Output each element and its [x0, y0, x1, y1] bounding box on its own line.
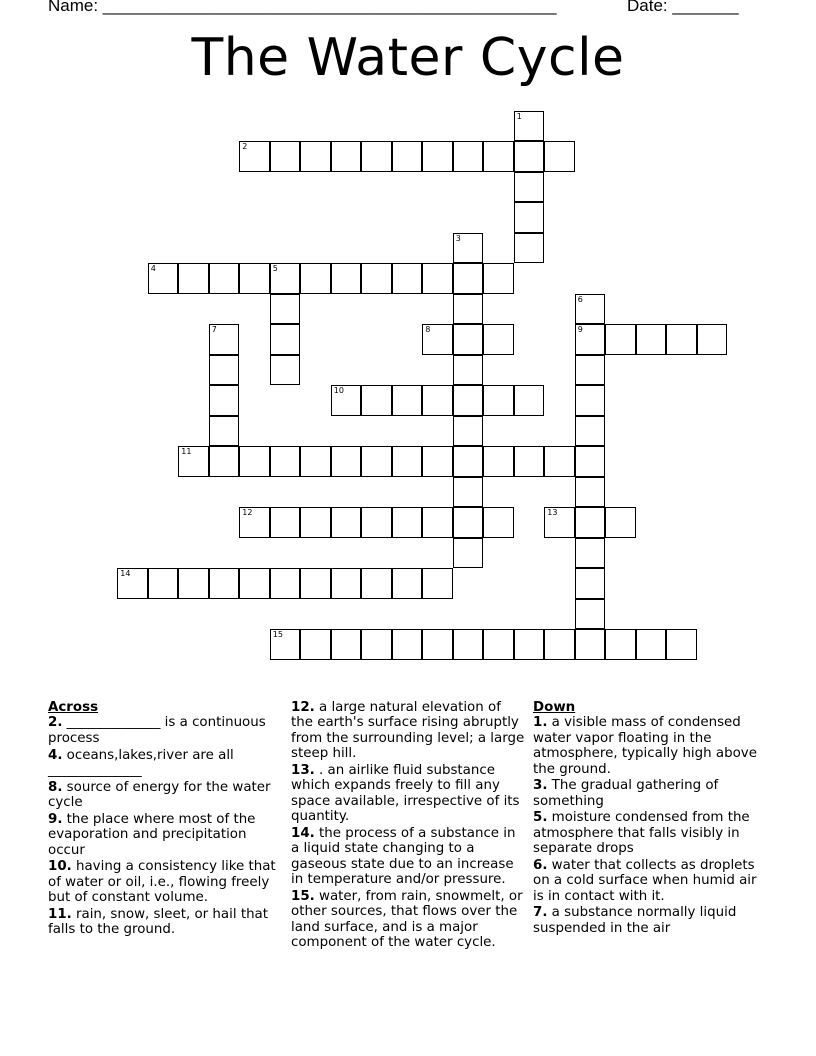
grid-cell[interactable] — [575, 294, 606, 325]
grid-cell[interactable] — [239, 141, 270, 172]
clues-column-1 — [48, 700, 280, 939]
grid-cell[interactable] — [514, 202, 545, 233]
grid-cell[interactable] — [453, 233, 484, 264]
grid-cell[interactable] — [270, 355, 301, 386]
clue-text: the place where most of the evaporation and precipitation occur — [48, 811, 256, 858]
grid-cell[interactable] — [422, 324, 453, 355]
grid-cell[interactable] — [544, 629, 575, 660]
clue-number: 2. — [48, 715, 63, 731]
grid-cell[interactable] — [544, 141, 575, 172]
grid-cell[interactable] — [392, 385, 423, 416]
grid-cell[interactable] — [483, 629, 514, 660]
clue-number: 3 — [455, 233, 461, 243]
grid-cell[interactable] — [575, 385, 606, 416]
grid-cell[interactable] — [270, 294, 301, 325]
grid-cell[interactable] — [453, 355, 484, 386]
clue-item — [291, 826, 526, 888]
grid-cell[interactable] — [361, 385, 392, 416]
grid-cell[interactable] — [575, 477, 606, 508]
grid-cell[interactable] — [453, 294, 484, 325]
grid-cell[interactable] — [575, 629, 606, 660]
grid-cell[interactable] — [331, 385, 362, 416]
grid-cell[interactable] — [270, 629, 301, 660]
grid-cell[interactable] — [453, 507, 484, 538]
clue-number: 8. — [48, 779, 63, 795]
grid-cell[interactable] — [178, 446, 209, 477]
clue-item — [533, 715, 769, 777]
across-heading: Across — [48, 700, 99, 715]
grid-cell[interactable] — [453, 141, 484, 172]
grid-cell[interactable] — [697, 324, 728, 355]
grid-cell[interactable] — [453, 538, 484, 569]
clue-number: 5 — [272, 264, 278, 274]
clue-number: 1. — [533, 715, 548, 731]
grid-cell[interactable] — [209, 263, 240, 294]
grid-cell[interactable] — [209, 416, 240, 447]
grid-cell[interactable] — [300, 629, 331, 660]
clue-number: 15 — [272, 630, 283, 640]
grid-cell[interactable] — [514, 629, 545, 660]
clue-number: 12. — [291, 700, 315, 715]
grid-cell[interactable] — [178, 568, 209, 599]
date-field-label[interactable]: Date: _______ — [627, 0, 739, 15]
grid-cell[interactable] — [331, 629, 362, 660]
grid-cell[interactable] — [483, 141, 514, 172]
clue-item — [291, 700, 526, 762]
grid-cell[interactable] — [636, 324, 667, 355]
grid-cell[interactable] — [422, 568, 453, 599]
grid-cell[interactable] — [514, 385, 545, 416]
grid-cell[interactable] — [270, 446, 301, 477]
across-clue-list-continued — [291, 700, 526, 950]
grid-cell[interactable] — [422, 629, 453, 660]
clue-text: the process of a substance in a liquid state changing to a gaseous state due to an increase in temperature and/or pressure. — [291, 825, 516, 888]
clue-number: 7. — [533, 905, 548, 921]
grid-cell[interactable] — [331, 141, 362, 172]
grid-cell[interactable] — [605, 629, 636, 660]
clue-text: moisture condensed from the atmosphere that falls visibly in separate drops — [533, 810, 750, 857]
grid-cell[interactable] — [331, 446, 362, 477]
clue-item — [48, 715, 280, 746]
clue-item — [533, 858, 769, 904]
clue-item — [533, 778, 769, 809]
grid-cell[interactable] — [544, 507, 575, 538]
clue-text: source of energy for the water cycle — [48, 779, 271, 811]
grid-cell[interactable] — [209, 568, 240, 599]
clue-text: a visible mass of condensed water vapor floating in the atmosphere, typically high above the ground. — [533, 715, 757, 777]
clue-number: 2 — [242, 142, 248, 152]
grid-cell[interactable] — [209, 446, 240, 477]
clue-text: a substance normally liquid suspended in the air — [533, 905, 737, 936]
clue-number: 9. — [48, 811, 63, 827]
grid-cell[interactable] — [392, 629, 423, 660]
grid-cell[interactable] — [300, 446, 331, 477]
grid-cell[interactable] — [575, 324, 606, 355]
grid-cell[interactable] — [270, 263, 301, 294]
clue-number: 12 — [242, 508, 253, 518]
clue-text: . an airlike fluid substance which expands freely to fill any space available, irrespective of its quantity. — [291, 762, 520, 825]
grid-cell[interactable] — [300, 263, 331, 294]
clue-number: 10. — [48, 859, 72, 875]
grid-cell[interactable] — [361, 446, 392, 477]
grid-cell[interactable] — [453, 263, 484, 294]
clue-text: a large natural elevation of the earth's surface rising abruptly from the surrounding level; a large steep hill. — [291, 700, 525, 762]
clue-number: 9 — [577, 325, 583, 335]
clue-text: ______________ is a continuous process — [48, 715, 266, 746]
grid-cell[interactable] — [361, 263, 392, 294]
grid-cell[interactable] — [422, 446, 453, 477]
grid-cell[interactable] — [636, 629, 667, 660]
clues-column-3 — [533, 700, 769, 938]
grid-cell[interactable] — [239, 263, 270, 294]
grid-cell[interactable] — [239, 446, 270, 477]
clue-number: 14 — [120, 569, 131, 579]
clue-text: water that collects as droplets on a cold surface when humid air is in contact with it. — [533, 857, 757, 904]
grid-cell[interactable] — [575, 538, 606, 569]
grid-cell[interactable] — [178, 263, 209, 294]
grid-cell[interactable] — [575, 568, 606, 599]
grid-cell[interactable] — [514, 233, 545, 264]
grid-cell[interactable] — [148, 568, 179, 599]
clue-item — [48, 748, 280, 779]
grid-cell[interactable] — [605, 507, 636, 538]
grid-cell[interactable] — [422, 507, 453, 538]
grid-cell[interactable] — [209, 324, 240, 355]
clues-column-2 — [291, 700, 526, 952]
clue-number: 6 — [577, 294, 583, 304]
grid-cell[interactable] — [270, 324, 301, 355]
down-heading: Down — [533, 700, 576, 715]
clue-text: oceans,lakes,river are all ______________ — [48, 747, 234, 778]
grid-cell[interactable] — [392, 507, 423, 538]
grid-cell[interactable] — [300, 141, 331, 172]
grid-cell[interactable] — [209, 385, 240, 416]
grid-cell[interactable] — [422, 385, 453, 416]
grid-cell[interactable] — [666, 629, 697, 660]
clue-number: 8 — [425, 325, 431, 335]
clue-item — [48, 907, 280, 938]
grid-cell[interactable] — [331, 263, 362, 294]
grid-cell[interactable] — [575, 599, 606, 630]
clue-number: 5. — [533, 810, 548, 826]
grid-cell[interactable] — [392, 141, 423, 172]
clue-number: 7 — [211, 325, 217, 335]
clue-item — [533, 810, 769, 856]
grid-cell[interactable] — [422, 141, 453, 172]
clue-number: 14. — [291, 825, 315, 841]
grid-cell[interactable] — [453, 477, 484, 508]
clue-number: 3. — [533, 778, 548, 794]
clue-item — [291, 763, 526, 825]
grid-cell[interactable] — [392, 568, 423, 599]
clue-number: 10 — [333, 386, 344, 396]
clue-text: rain, snow, sleet, or hail that falls to the ground. — [48, 906, 269, 938]
grid-cell[interactable] — [575, 355, 606, 386]
grid-cell[interactable] — [361, 507, 392, 538]
clue-number: 6. — [533, 857, 548, 873]
grid-cell[interactable] — [270, 141, 301, 172]
clue-number: 1 — [516, 111, 522, 121]
down-clue-list — [533, 715, 769, 936]
clue-number: 11. — [48, 906, 72, 922]
grid-cell[interactable] — [422, 263, 453, 294]
grid-cell[interactable] — [453, 629, 484, 660]
clue-item — [48, 812, 280, 858]
grid-cell[interactable] — [300, 507, 331, 538]
clue-text: having a consistency like that of water or oil, i.e., flowing freely but of constant volume. — [48, 859, 276, 906]
grid-cell[interactable] — [514, 141, 545, 172]
grid-cell[interactable] — [514, 111, 545, 142]
grid-cell[interactable] — [361, 568, 392, 599]
grid-cell[interactable] — [483, 263, 514, 294]
page-title: The Water Cycle — [191, 28, 625, 88]
grid-cell[interactable] — [483, 385, 514, 416]
across-clue-list — [48, 715, 280, 937]
clue-number: 4 — [150, 264, 156, 274]
clue-number: 11 — [181, 447, 192, 457]
clue-number: 13. — [291, 762, 315, 778]
grid-cell[interactable] — [300, 568, 331, 599]
grid-cell[interactable] — [239, 507, 270, 538]
grid-cell[interactable] — [392, 263, 423, 294]
grid-cell[interactable] — [148, 263, 179, 294]
grid-cell[interactable] — [209, 355, 240, 386]
clue-number: 4. — [48, 747, 63, 763]
grid-cell[interactable] — [666, 324, 697, 355]
grid-cell[interactable] — [544, 446, 575, 477]
name-field-label[interactable]: Name: ________________________________________________ — [48, 0, 557, 15]
grid-cell[interactable] — [392, 446, 423, 477]
clue-item — [533, 905, 769, 936]
grid-cell[interactable] — [575, 507, 606, 538]
grid-cell[interactable] — [117, 568, 148, 599]
grid-cell[interactable] — [483, 446, 514, 477]
clue-item — [291, 889, 526, 951]
clue-item — [48, 780, 280, 811]
grid-cell[interactable] — [331, 568, 362, 599]
clue-text: water, from rain, snowmelt, or other sources, that flows over the land surface, and is a major component of the water cycle. — [291, 888, 523, 950]
grid-cell[interactable] — [331, 507, 362, 538]
grid-cell[interactable] — [239, 568, 270, 599]
clue-number: 13 — [547, 508, 558, 518]
grid-cell[interactable] — [361, 629, 392, 660]
grid-cell[interactable] — [483, 324, 514, 355]
grid-cell[interactable] — [514, 172, 545, 203]
grid-cell[interactable] — [575, 416, 606, 447]
grid-cell[interactable] — [453, 446, 484, 477]
grid-cell[interactable] — [361, 141, 392, 172]
clue-number: 15. — [291, 888, 315, 904]
grid-cell[interactable] — [514, 446, 545, 477]
grid-cell[interactable] — [270, 568, 301, 599]
grid-cell[interactable] — [453, 324, 484, 355]
grid-cell[interactable] — [483, 507, 514, 538]
clue-item — [48, 859, 280, 905]
grid-cell[interactable] — [605, 324, 636, 355]
grid-cell[interactable] — [270, 507, 301, 538]
grid-cell[interactable] — [453, 416, 484, 447]
grid-cell[interactable] — [453, 385, 484, 416]
clue-text: The gradual gathering of something — [533, 778, 719, 809]
grid-cell[interactable] — [575, 446, 606, 477]
